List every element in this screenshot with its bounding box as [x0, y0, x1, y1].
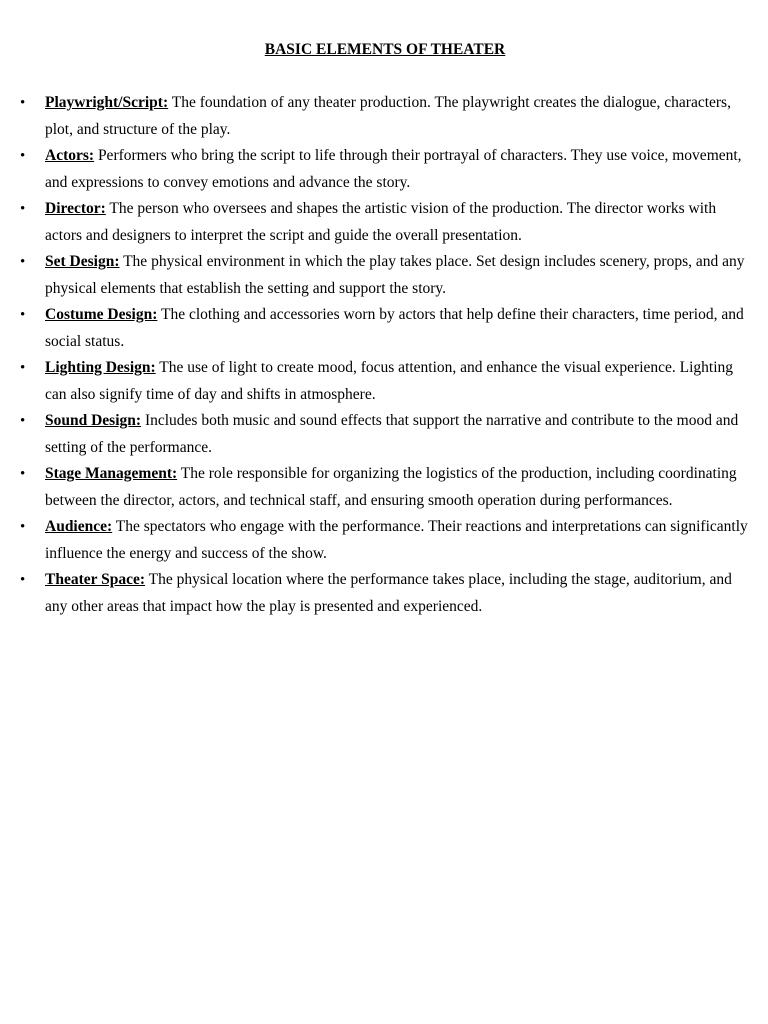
document-title: BASIC ELEMENTS OF THEATER	[264, 41, 506, 58]
bullet-icon: •	[20, 466, 26, 482]
item-term: Theater Space:	[45, 571, 146, 588]
bullet-icon: •	[20, 307, 26, 323]
item-term: Costume Design:	[45, 306, 158, 323]
list-item-playwright-script	[20, 90, 750, 143]
list-item-stage-management	[20, 461, 750, 514]
item-description: The role responsible for organizing the logistics of the production, including coordinating between the director, actors, and technical staff, and ensuring smooth operation during performances.	[45, 465, 737, 509]
item-description: Performers who bring the script to life through their portrayal of characters. They use voice, movement, and expressions to convey emotions and advance the story.	[45, 147, 742, 191]
list-item-lighting-design	[20, 355, 750, 408]
item-term: Stage Management:	[45, 465, 178, 482]
list-item-audience	[20, 514, 750, 567]
item-term: Playwright/Script:	[45, 94, 169, 111]
bullet-icon: •	[20, 572, 26, 588]
bullet-icon: •	[20, 95, 26, 111]
item-term: Sound Design:	[45, 412, 142, 429]
bullet-icon: •	[20, 148, 26, 164]
elements-list	[20, 90, 750, 620]
item-description: The physical location where the performance takes place, including the stage, auditorium, and any other areas that impact how the play is presented and experienced.	[45, 571, 732, 615]
item-term: Lighting Design:	[45, 359, 156, 376]
bullet-icon: •	[20, 413, 26, 429]
list-item-theater-space	[20, 567, 750, 620]
list-item-set-design	[20, 249, 750, 302]
list-item-actors	[20, 143, 750, 196]
item-description: The clothing and accessories worn by actors that help define their characters, time period, and social status.	[45, 306, 744, 350]
item-term: Director:	[45, 200, 106, 217]
item-description: The foundation of any theater production. The playwright creates the dialogue, characters, plot, and structure of the play.	[45, 94, 731, 138]
bullet-icon: •	[20, 360, 26, 376]
item-term: Set Design:	[45, 253, 120, 270]
item-term: Actors:	[45, 147, 95, 164]
bullet-icon: •	[20, 519, 26, 535]
bullet-icon: •	[20, 254, 26, 270]
item-description: The person who oversees and shapes the artistic vision of the production. The director works with actors and designers to interpret the script and guide the overall presentation.	[45, 200, 717, 244]
item-description: The use of light to create mood, focus attention, and enhance the visual experience. Lighting can also signify time of day and shifts in atmosphere.	[45, 359, 734, 403]
item-description: The spectators who engage with the performance. Their reactions and interpretations can significantly influence the energy and success of the show.	[45, 518, 748, 562]
item-term: Audience:	[45, 518, 113, 535]
bullet-icon: •	[20, 201, 26, 217]
list-item-sound-design	[20, 408, 750, 461]
item-description: Includes both music and sound effects that support the narrative and contribute to the mood and setting of the performance.	[45, 412, 739, 456]
list-item-costume-design	[20, 302, 750, 355]
list-item-director	[20, 196, 750, 249]
item-description: The physical environment in which the play takes place. Set design includes scenery, props, and any physical elements that establish the setting and support the story.	[45, 253, 745, 297]
